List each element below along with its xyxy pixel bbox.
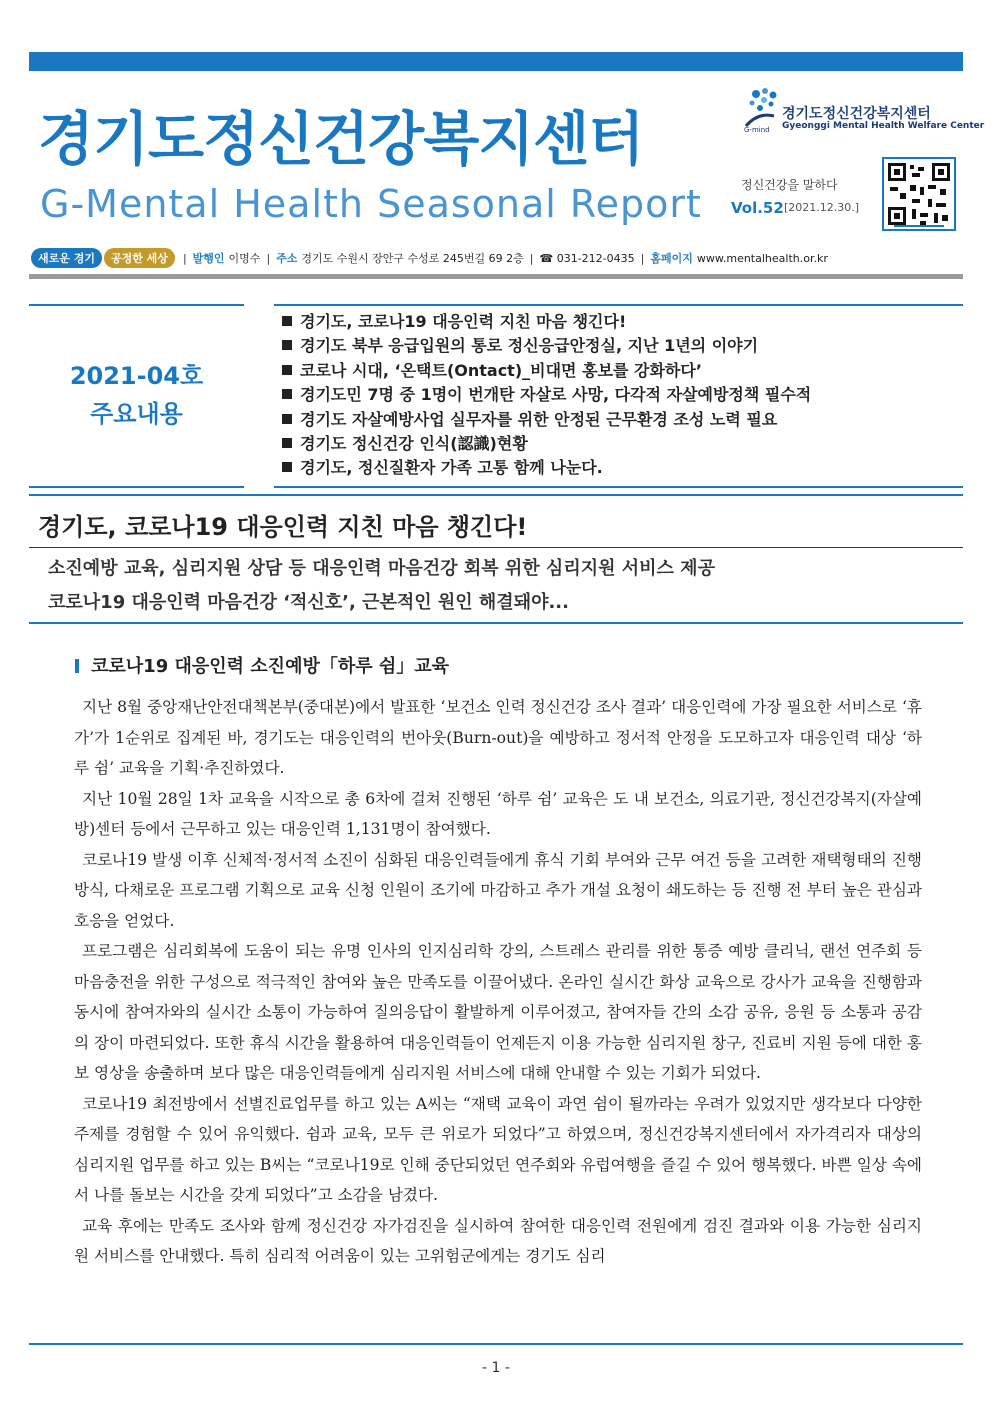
volume-number: Vol.52 — [731, 199, 784, 217]
square-bullet-icon — [282, 414, 292, 424]
article-subheadline-2: 코로나19 대응인력 마음건강 ‘적신호’, 근본적인 원인 해결돼야... — [48, 592, 569, 613]
toc-item[interactable]: 코로나 시대, ‘온택트(Ontact)_비대면 홍보를 강화하다’ — [282, 359, 962, 383]
issue-number: 2021-04호 — [69, 362, 204, 390]
page-number: - 1 - — [482, 1360, 510, 1376]
square-bullet-icon — [282, 438, 292, 448]
toc-item[interactable]: 경기도 북부 응급입원의 통로 정신응급안정실, 지난 1년의 이야기 — [282, 334, 962, 358]
subheadline-bottom-rule — [29, 622, 963, 624]
paragraph: 코로나19 발생 이후 신체적·정서적 소진이 심화된 대응인력들에게 휴식 기회 부여와 근무 여건 등을 고려한 재택형태의 진행 방식, 다채로운 프로그램 기획으로 교육 신청 인원이 조기에 마감하고 추가 개설 요청이 쇄도하는 등 진행 전 부터 높은 관심과 호응을 얻었다. — [74, 850, 922, 930]
logo-name-en: Gyeonggi Mental Health Welfare Center — [782, 121, 985, 131]
paragraph: 지난 8월 중앙재난안전대책본부(중대본)에서 발표한 ‘보건소 인력 정신건강 조사 결과’ 대응인력에 가장 필요한 서비스로 ‘휴가’가 1순위로 집계된 바, 경기도는 대응인력의 번아웃(Burn-out)을 예방하고 정서적 안정을 도모하고자 대응인력 대상 ‘하루 쉼’ 교육을 기획·추진하였다. — [74, 698, 922, 777]
header-divider — [29, 274, 963, 279]
logo-name: 경기도정신건강복지센터 — [782, 106, 931, 122]
paragraph: 교육 후에는 만족도 조사와 함께 정신건강 자가검진을 실시하여 참여한 대응인력 전원에게 검진 결과와 이용 가능한 심리지원 서비스를 안내했다. 특히 심리적 어려움이 있는 고위험군에게는 경기도 심리 — [74, 1216, 922, 1265]
footer-rule — [29, 1343, 963, 1345]
tagline: 정신건강을 말하다 — [741, 178, 838, 192]
headline-divider — [29, 547, 963, 548]
headline-top-rule — [29, 494, 963, 496]
square-bullet-icon — [282, 316, 292, 326]
toc-item[interactable]: 경기도 자살예방사업 실무자를 위한 안정된 근무환경 조성 노력 필요 — [282, 408, 962, 432]
section-heading: 코로나19 대응인력 소진예방「하루 쉼」교육 — [75, 652, 449, 678]
toc-item[interactable]: 경기도 정신건강 인식(認識)현황 — [282, 432, 962, 456]
publication-info-bar: 새로운 경기 공정한 세상 | 발행인 이명수 | 주소 경기도 수원시 장안구 수성로 245번길 69 2층 | ☎ 031-212-0435 | 홈페이지 www.mentalhealth.or.kr — [31, 247, 961, 269]
toc-top-rule — [274, 304, 963, 306]
homepage-link[interactable]: www.mentalhealth.or.kr — [696, 251, 828, 265]
toc-item[interactable]: 경기도민 7명 중 1명이 번개탄 자살로 사망, 다각적 자살예방정책 필수적 — [282, 383, 962, 407]
slogan-badge-2: 공정한 세상 — [104, 248, 175, 268]
toc-item[interactable]: 경기도, 코로나19 대응인력 지친 마음 챙긴다! — [282, 310, 962, 334]
square-bullet-icon — [282, 365, 292, 375]
table-of-contents — [282, 310, 962, 481]
square-bullet-icon — [282, 389, 292, 399]
slogan-badge-1: 새로운 경기 — [31, 248, 102, 268]
toc-bottom-rule — [274, 486, 963, 488]
paragraph: 프로그램은 심리회복에 도움이 되는 유명 인사의 인지심리학 강의, 스트레스 관리를 위한 통증 예방 클리닉, 랜선 연주회 등 마음충전을 위한 구성으로 적극적인 참여와 높은 만족도를 이끌어냈다. 온라인 실시간 화상 교육으로 강사가 교육을 진행함과 동시에 참여자와의 실시간 소통이 가능하여 질의응답이 활발하게 이루어졌고, 참여자들 간의 소감 공유, 응원 등 소통과 공감의 장이 마련되었다. 또한 휴식 시간을 활용하여 대응인력들이 언제든지 이용 가능한 심리지원 창구, 진료비 지원 등에 대한 홍보 영상을 송출하며 보다 많은 대응인력들에게 심리지원 서비스에 대해 안내할 수 있는 기회가 되었다. — [74, 942, 922, 1082]
issue-date: [2021.12.30.] — [784, 201, 860, 214]
publisher-label: 발행인 — [192, 252, 225, 265]
address: 경기도 수원시 장안구 수성로 245번길 69 2층 — [301, 252, 524, 265]
issue-box-bottom-rule — [29, 486, 244, 488]
phone-number: ☎ 031-212-0435 — [539, 251, 635, 265]
issue-box-top-rule — [29, 304, 244, 306]
issue-box — [29, 357, 244, 433]
svg-text:G-mind: G-mind — [744, 126, 770, 134]
paragraph: 지난 10월 28일 1차 교육을 시작으로 총 6차에 걸쳐 진행된 ‘하루 쉼’ 교육은 도 내 보건소, 의료기관, 정신건강복지(자살예방)센터 등에서 근무하고 있는 대응인력 1,131명이 참여했다. — [74, 789, 922, 838]
homepage-label: 홈페이지 — [650, 252, 693, 265]
newsletter-title: 경기도정신건강복지센터 — [38, 105, 644, 173]
article-headline: 경기도, 코로나19 대응인력 지친 마음 챙긴다! — [38, 513, 528, 541]
square-bullet-icon — [282, 462, 292, 472]
paragraph: 코로나19 최전방에서 선별진료업무를 하고 있는 A씨는 “재택 교육이 과연 쉼이 될까라는 우려가 있었지만 생각보다 다양한 주제를 경험할 수 있어 유익했다. 쉼과 교육, 모두 큰 위로가 되었다”고 하였으며, 정신건강복지센터에서 자가격리자 대상의 심리지원 업무를 하고 있는 B씨는 “코로나19로 인해 중단되었던 연주회와 유럽여행을 즐길 수 있어 행복했다. 바쁜 일상 속에서 나를 돌보는 시간을 갖게 되었다”고 소감을 남겼다. — [74, 1094, 922, 1204]
newsletter-subtitle: G-Mental Health Seasonal Report — [40, 182, 702, 226]
toc-item[interactable]: 경기도, 정신질환자 가족 고통 함께 나눈다. — [282, 456, 962, 480]
article-subheadline-1: 소진예방 교육, 심리지원 상담 등 대응인력 마음건강 회복 위한 심리지원 서비스 제공 — [48, 558, 715, 579]
qr-code-icon — [882, 157, 956, 231]
address-label: 주소 — [276, 252, 298, 265]
section-marker-icon — [75, 659, 79, 673]
article-body — [74, 692, 922, 1272]
publisher-name: 이명수 — [228, 252, 261, 265]
issue-label: 주요내용 — [90, 400, 183, 428]
top-accent-bar — [29, 52, 963, 71]
square-bullet-icon — [282, 340, 292, 350]
